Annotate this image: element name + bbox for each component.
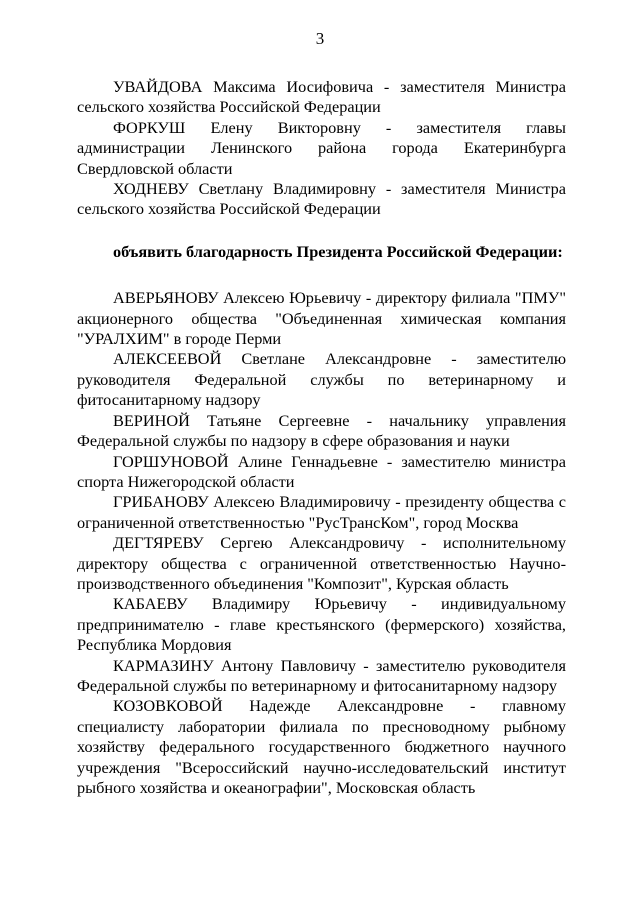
gratitude-entry-averyanov: АВЕРЬЯНОВУ Алексею Юрьевичу - директору филиала "ПМУ" акционерного общества "Объединенная химическая компания "УРАЛХИМ" в городе Перми <box>77 288 566 349</box>
award-entry-khodneva: ХОДНЕВУ Светлану Владимировну - заместителя Министра сельского хозяйства Российской Федерации <box>77 179 566 219</box>
gratitude-entry-alekseeva: АЛЕКСЕЕВОЙ Светлане Александровне - заместителю руководителя Федеральной службы по ветеринарному и фитосанитарному надзору <box>77 349 566 410</box>
gratitude-entry-kabaev: КАБАЕВУ Владимиру Юрьевичу - индивидуальному предпринимателю - главе крестьянского (фермерского) хозяйства, Республика Мордовия <box>77 594 566 655</box>
page-number: 3 <box>315 29 325 48</box>
gratitude-entry-gribanov: ГРИБАНОВУ Алексею Владимировичу - президенту общества с ограниченной ответственностью "РусТрансКом", город Москва <box>77 492 566 532</box>
section-heading: объявить благодарность Президента Российской Федерации: <box>113 241 563 261</box>
gratitude-entry-karmazin: КАРМАЗИНУ Антону Павловичу - заместителю руководителя Федеральной службы по ветеринарному и фитосанитарному надзору <box>77 655 566 695</box>
document-body <box>77 77 566 798</box>
award-entry-uvaidova: УВАЙДОВА Максима Иосифовича - заместителя Министра сельского хозяйства Российской Федерации <box>77 77 566 117</box>
gratitude-entry-degtyarev: ДЕГТЯРЕВУ Сергею Александровичу - исполнительному директору общества с ограниченной ответственностью Научно-производственного объединения "Композит", Курская область <box>77 533 566 593</box>
gratitude-entry-verina: ВЕРИНОЙ Татьяне Сергеевне - начальнику управления Федеральной службы по надзору в сфере образования и науки <box>77 410 566 451</box>
gratitude-entry-gorshunova: ГОРШУНОВОЙ Алине Геннадьевне - заместителю министра спорта Нижегородской области <box>77 451 566 491</box>
gratitude-entry-kozovkova: КОЗОВКОВОЙ Надежде Александровне - главному специалисту лаборатории филиала по пресноводному рыбному хозяйству федерального государственного бюджетного научного учреждения "Всероссийский научно-исследовательский институт рыбного хозяйства и океанографии", Московская область <box>77 696 566 797</box>
award-entry-forkush: ФОРКУШ Елену Викторовну - заместителя главы администрации Ленинского района города Екатеринбурга Свердловской области <box>77 117 566 178</box>
